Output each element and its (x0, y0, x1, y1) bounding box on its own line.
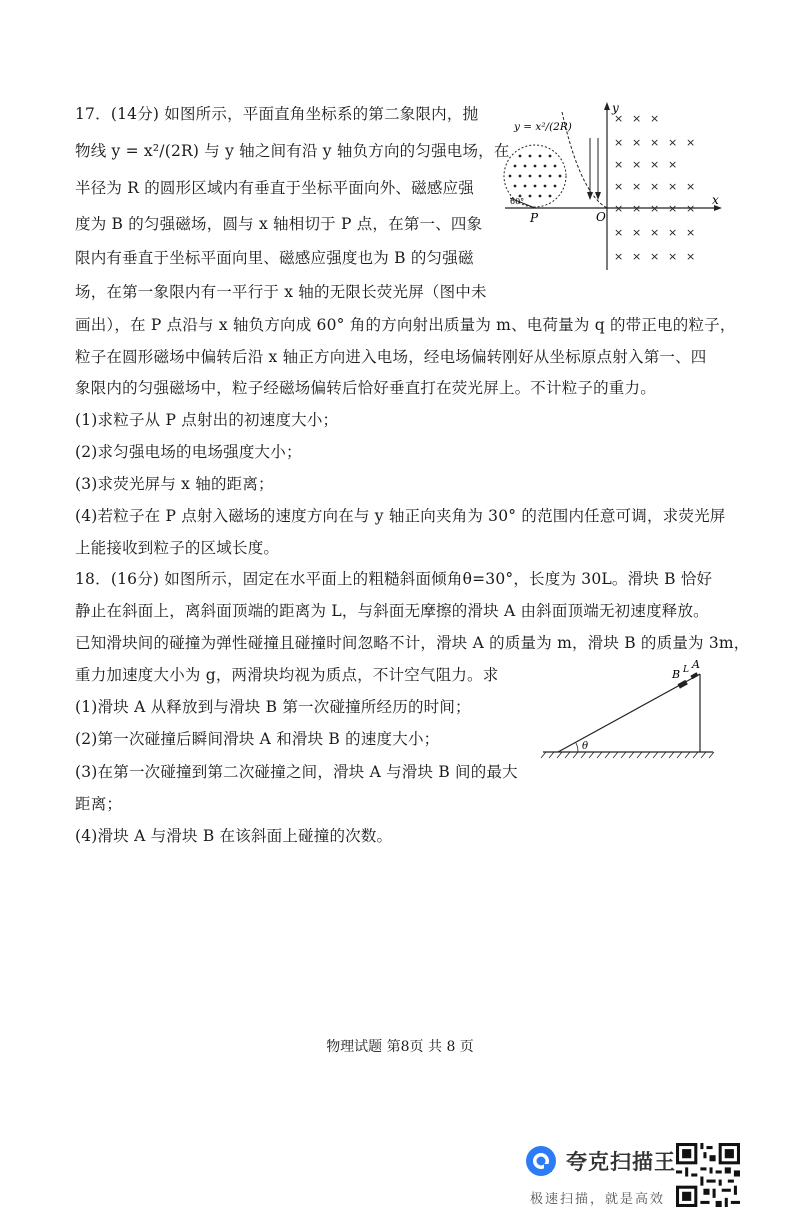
svg-text:×: × (614, 158, 624, 171)
svg-text:×: × (614, 112, 624, 125)
distance-l-label: L (683, 665, 689, 675)
block-b-label: B (672, 668, 681, 681)
svg-text:×: × (650, 180, 660, 193)
svg-text:×: × (632, 112, 642, 125)
svg-text:×: × (686, 180, 696, 193)
electric-field-arrows (590, 138, 598, 196)
page-footer: 物理试题 第8页 共 8 页 (326, 1039, 474, 1055)
parabola-label: y = x²/(2R) (514, 121, 572, 133)
q18-line: 重力加速度大小为 g，两滑块均视为质点，不计空气阻力。求 (75, 666, 499, 684)
q18-figure (538, 660, 718, 770)
qr-code-icon (676, 1143, 740, 1207)
q18-subquestion-1: (1)滑块 A 从释放到与滑块 B 第一次碰撞所经历的时间； (75, 698, 471, 716)
svg-text:×: × (650, 158, 660, 171)
q17-subquestion-2: (2)求匀强电场的电场强度大小； (75, 443, 302, 461)
svg-text:×: × (614, 136, 624, 149)
svg-text:×: × (650, 136, 660, 149)
brand-slogan: 极速扫描，就是高效 (530, 1192, 666, 1207)
svg-text:×: × (686, 136, 696, 149)
svg-text:×: × (668, 202, 678, 215)
svg-text:×: × (614, 202, 624, 215)
q17-line: 半径为 R 的圆形区域内有垂直于坐标平面向外、磁感应强 (75, 179, 474, 197)
q18-subquestion-3: (3)在第一次碰撞到第二次碰撞之间，滑块 A 与滑块 B 间的最大 (75, 763, 518, 781)
q17-line: 物线 y = x²/(2R) 与 y 轴之间有沿 y 轴负方向的匀强电场，在 (75, 142, 510, 160)
svg-text:×: × (614, 226, 624, 239)
q17-figure (500, 98, 730, 278)
svg-text:×: × (614, 250, 624, 263)
svg-text:×: × (686, 250, 696, 263)
q17-line: 上能接收到粒子的区域长度。 (75, 539, 280, 557)
q17-subquestion-4: (4)若粒子在 P 点射入磁场的速度方向在与 y 轴正向夹角为 30° 的范围内任意可调，求荧光屏 (75, 507, 726, 525)
q17-line: 场，在第一象限内有一平行于 x 轴的无限长荧光屏（图中未 (75, 283, 487, 301)
svg-text:×: × (650, 202, 660, 215)
angle-theta-label: θ (582, 741, 589, 752)
svg-text:×: × (650, 250, 660, 263)
q18-line: 18．(16分) 如图所示，固定在水平面上的粗糙斜面倾角θ=30°，长度为 30L。滑块 B 恰好 (75, 570, 713, 588)
q17-line: 粒子在圆形磁场中偏转后沿 x 轴正方向进入电场，经电场偏转刚好从坐标原点射入第一、四 (75, 348, 707, 366)
q18-line: 距离； (75, 795, 123, 813)
x-axis-label: x (712, 193, 719, 207)
svg-text:×: × (632, 136, 642, 149)
q17-line: 限内有垂直于坐标平面向里、磁感应强度也为 B 的匀强磁 (75, 249, 474, 267)
svg-text:×: × (686, 202, 696, 215)
svg-text:×: × (632, 202, 642, 215)
angle-label: 60° (510, 197, 525, 206)
svg-text:×: × (632, 180, 642, 193)
field-arrow-icon (595, 192, 601, 200)
brand-name: 夸克扫描王 (566, 1150, 676, 1174)
svg-text:×: × (632, 226, 642, 239)
svg-text:×: × (614, 180, 624, 193)
q17-line: 画出），在 P 点沿与 x 轴负方向成 60° 角的方向射出质量为 m、电荷量为 q 的带正电的粒子， (75, 316, 736, 334)
svg-text:×: × (668, 226, 678, 239)
q17-line: 17．(14分) 如图所示，平面直角坐标系的第二象限内，抛 (75, 105, 479, 123)
field-arrow-icon (587, 192, 593, 200)
ground-hatch (541, 752, 714, 758)
q18-subquestion-2: (2)第一次碰撞后瞬间滑块 A 和滑块 B 的速度大小； (75, 730, 440, 748)
scanner-logo-icon (524, 1144, 558, 1178)
q17-subquestion-3: (3)求荧光屏与 x 轴的距离； (75, 475, 274, 493)
origin-label: O (596, 210, 606, 224)
svg-text:×: × (650, 112, 660, 125)
q17-subquestion-1: (1)求粒子从 P 点射出的初速度大小； (75, 411, 339, 429)
svg-text:×: × (650, 226, 660, 239)
into-page-crosses (614, 112, 695, 263)
q17-line: 度为 B 的匀强磁场，圆与 x 轴相切于 P 点，在第一、四象 (75, 215, 483, 233)
svg-text:×: × (632, 158, 642, 171)
q18-line: 静止在斜面上，离斜面顶端的距离为 L，与斜面无摩擦的滑块 A 由斜面顶端无初速度释放。 (75, 602, 709, 620)
scanner-brand (524, 1144, 676, 1178)
svg-text:×: × (668, 136, 678, 149)
q17-line: 象限内的匀强磁场中，粒子经磁场偏转后恰好垂直打在荧光屏上。不计粒子的重力。 (75, 379, 656, 397)
y-axis-label: y (612, 101, 619, 115)
q18-subquestion-4: (4)滑块 A 与滑块 B 在该斜面上碰撞的次数。 (75, 827, 393, 845)
point-p-label: P (530, 211, 539, 225)
q18-line: 已知滑块间的碰撞为弹性碰撞且碰撞时间忽略不计，滑块 A 的质量为 m，滑块 B 的质量为 3m， (75, 634, 750, 652)
y-axis-arrow-icon (604, 102, 610, 110)
angle-arc (576, 743, 578, 752)
out-of-page-dots (509, 155, 562, 198)
svg-text:×: × (668, 158, 678, 171)
svg-text:×: × (686, 226, 696, 239)
block-a-label: A (692, 660, 700, 671)
svg-text:×: × (632, 250, 642, 263)
svg-text:×: × (668, 250, 678, 263)
svg-text:×: × (668, 180, 678, 193)
